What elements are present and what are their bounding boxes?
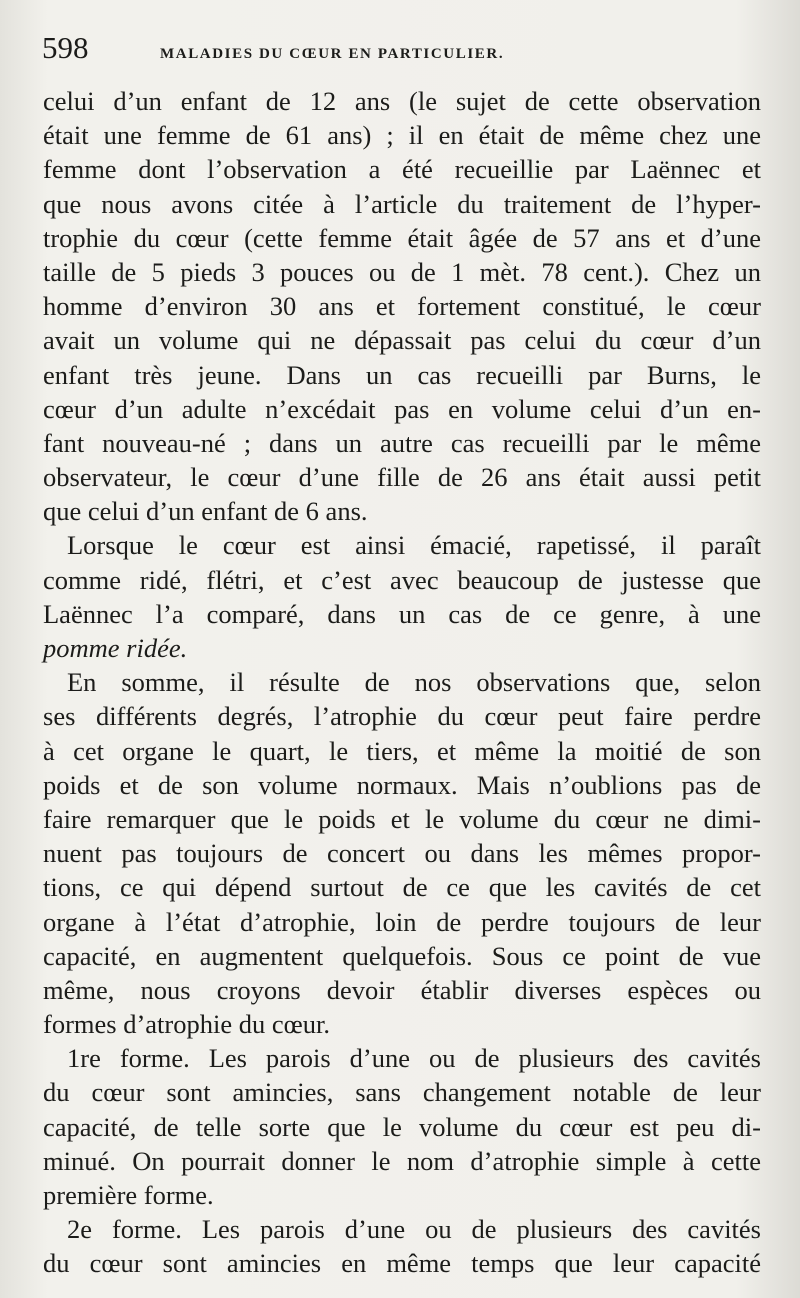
body-text: [43, 84, 761, 1281]
text-line: du cœur sont amincies en même temps que leur capacité: [43, 1248, 761, 1279]
text-line: capacité, en augmentent quelquefois. Sous ce point de vue: [43, 940, 761, 971]
text-line: trophie du cœur (cette femme était âgée de 57 ans et d’une: [43, 222, 761, 253]
text-line: première forme.: [43, 1180, 214, 1210]
text-line: celui d’un enfant de 12 ans (le sujet de cette observation: [43, 86, 761, 116]
text-line: ses différents degrés, l’atrophie du cœur peut faire perdre: [43, 701, 761, 732]
text-line: minué. On pourrait donner le nom d’atrophie simple à cette: [43, 1145, 761, 1176]
text-line: observateur, le cœur d’une fille de 26 ans était aussi petit: [43, 462, 761, 493]
text-line: que celui d’un enfant de 6 ans.: [43, 496, 368, 527]
text-line: du cœur sont amincies, sans changement notable de leur: [43, 1077, 761, 1108]
text-line: que nous avons citée à l’article du traitement de l’hyper-: [43, 188, 761, 219]
paragraph-start-line: 1re forme. Les parois d’une ou de plusieurs des cavités: [67, 1043, 761, 1074]
text-line: avait un volume qui ne dépassait pas celui du cœur d’un: [43, 325, 761, 356]
text-line: formes d’atrophie du cœur.: [43, 1009, 330, 1040]
text-line: nuent pas toujours de concert ou dans les mêmes propor-: [43, 838, 761, 869]
paragraph-start-line: Lorsque le cœur est ainsi émacié, rapetissé, il paraît: [67, 530, 761, 561]
text-line: pomme ridée.: [43, 633, 188, 663]
text-line: capacité, de telle sorte que le volume du cœur est peu di-: [43, 1111, 761, 1142]
text-line: à cet organe le quart, le tiers, et même la moitié de son: [43, 735, 761, 766]
text-line: même, nous croyons devoir établir diverses espèces ou: [43, 974, 761, 1005]
text-line: était une femme de 61 ans) ; il en était de même chez une: [43, 120, 761, 151]
paragraph-start-line: 2e forme. Les parois d’une ou de plusieurs des cavités: [67, 1214, 761, 1245]
page-header: [42, 30, 762, 74]
text-line: cœur d’un adulte n’excédait pas en volume celui d’un en-: [43, 393, 761, 424]
text-line: homme d’environ 30 ans et fortement constitué, le cœur: [43, 291, 761, 322]
paragraph-start-line: En somme, il résulte de nos observations que, selon: [67, 667, 761, 698]
text-line: comme ridé, flétri, et c’est avec beaucoup de justesse que: [43, 564, 761, 595]
page-number: 598: [42, 30, 89, 65]
text-line: poids et de son volume normaux. Mais n’oublions pas de: [43, 769, 761, 800]
text-line: tions, ce qui dépend surtout de ce que les cavités de cet: [43, 872, 761, 903]
text-line: faire remarquer que le poids et le volume du cœur ne dimi-: [43, 803, 761, 834]
text-line: femme dont l’observation a été recueillie par Laënnec et: [43, 154, 761, 185]
running-head: MALADIES DU CŒUR EN PARTICULIER.: [160, 46, 505, 62]
text-line: Laënnec l’a comparé, dans un cas de ce genre, à une: [43, 598, 761, 629]
text-line: taille de 5 pieds 3 pouces ou de 1 mèt. 78 cent.). Chez un: [43, 256, 761, 287]
text-line: enfant très jeune. Dans un cas recueilli par Burns, le: [43, 359, 761, 390]
text-line: fant nouveau-né ; dans un autre cas recueilli par le même: [43, 427, 761, 458]
text-line: organe à l’état d’atrophie, loin de perdre toujours de leur: [43, 906, 761, 937]
